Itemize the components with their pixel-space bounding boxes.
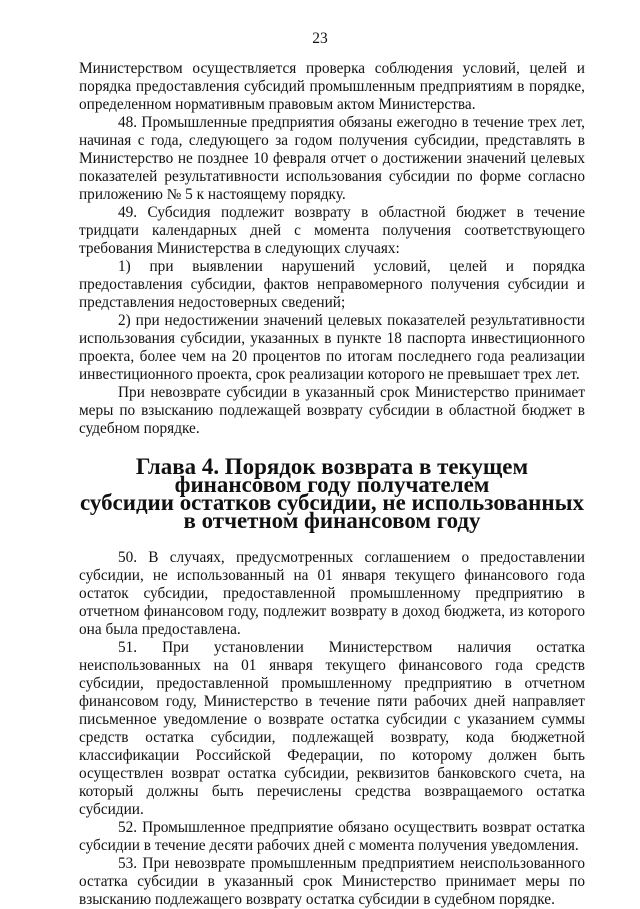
chapter-title-line-1: Глава 4. Порядок возврата в текущем финансовом году получателем [135,454,529,497]
paragraph: 48. Промышленные предприятия обязаны ежегодно в течение трех лет, начиная с года, следующего за годом получения субсидии, представлять в Министерство не позднее 10 февраля отчет о достижении значений целевых показателей результативности использования субсидии по форме согласно приложению № 5 к настоящему порядку. [79,114,585,203]
paragraph: 1) при выявлении нарушений условий, целей и порядка предоставления субсидии, фактов неправомерного получения субсидии и представления недостоверных сведений; [79,258,585,311]
paragraph: При невозврате субсидии в указанный срок Министерство принимает меры по взысканию подлежащей возврату субсидии в областной бюджет в судебном порядке. [79,384,585,437]
document-body [79,60,585,909]
page-number: 23 [312,30,328,47]
section-paragraphs-top [79,60,585,438]
chapter-title-line-3: в отчетном финансовом году [183,508,481,533]
paragraph: Министерством осуществляется проверка соблюдения условий, целей и порядка предоставления субсидий промышленным предприятиям в порядке, определенном нормативным правовым актом Министерства. [79,60,585,113]
chapter-title-line-2: субсидии остатков субсидии, не использованных [80,490,584,515]
paragraph: 52. Промышленное предприятие обязано осуществить возврат остатка субсидии в течение десяти рабочих дней с момента получения уведомления. [79,819,585,854]
paragraph: 51. При установлении Министерством наличия остатка неиспользованных на 01 января текущего финансового года средств субсидии, предоставленной промышленному предприятию в отчетном финансовом году, Министерство в течение пяти рабочих дней направляет письменное уведомление о возврате остатка субсидии с указанием суммы средств остатка субсидии, подлежащей возврату, кода бюджетной классификации Российской Федерации, по которому должен быть осуществлен возврат остатка субсидии, реквизитов банковского счета, на который должны быть перечислены средства возвращаемого остатка субсидии. [79,639,585,818]
paragraph: 53. При невозврате промышленным предприятием неиспользованного остатка субсидии в указанный срок Министерство принимает меры по взысканию подлежащего возврату остатка субсидии в судебном порядке. [79,855,585,908]
paragraph: 2) при недостижении значений целевых показателей результативности использования субсидии, указанных в пункте 18 паспорта инвестиционного проекта, более чем на 20 процентов по итогам последнего года реализации инвестиционного проекта, срок реализации которого не превышает трех лет. [79,312,585,383]
section-paragraphs-bottom [79,549,585,909]
chapter-title [79,454,585,533]
paragraph: 50. В случаях, предусмотренных соглашением о предоставлении субсидии, не использованный на 01 января текущего финансового года остаток субсидии, предоставленной промышленному предприятию в отчетном финансовом году, подлежит возврату в доход бюджета, из которого она была предоставлена. [79,549,585,638]
paragraph: 49. Субсидия подлежит возврату в областной бюджет в течение тридцати календарных дней с момента получения соответствующего требования Министерства в следующих случаях: [79,204,585,257]
